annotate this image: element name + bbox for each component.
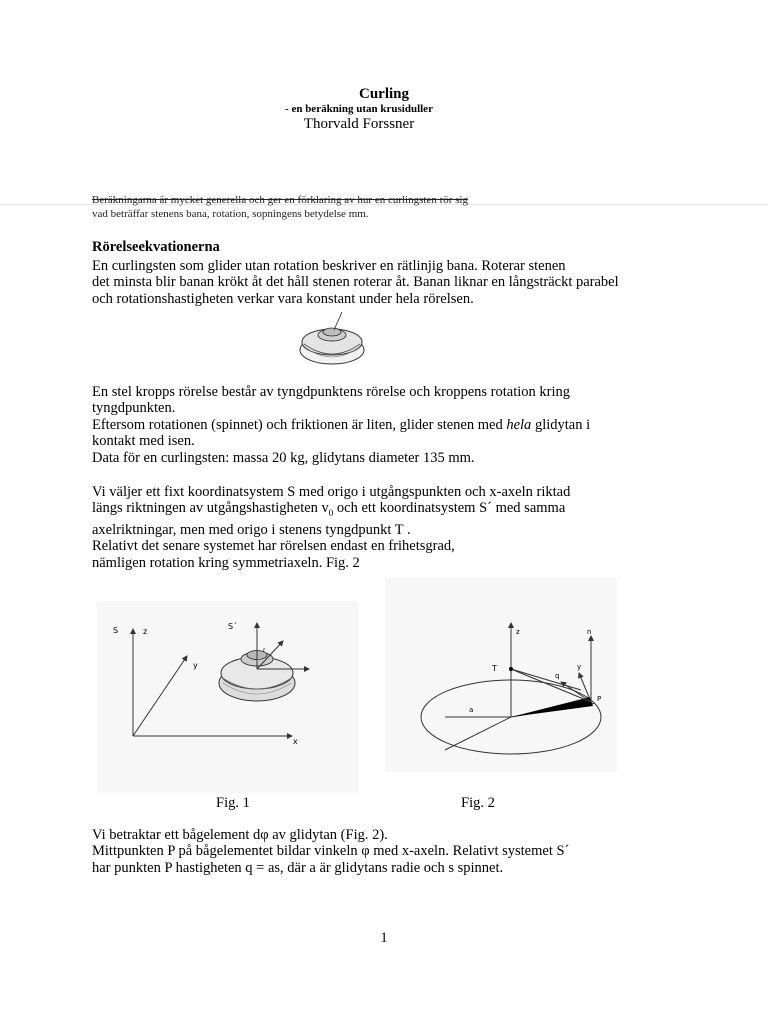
figure-2-caption: Fig. 2	[461, 795, 495, 811]
fig2-label-z: z	[516, 628, 520, 636]
figure-2-stone-geometry	[385, 578, 617, 772]
fig2-label-t: T	[492, 664, 497, 673]
fig1-label-s-prime: S´	[228, 622, 238, 631]
page-number: 1	[380, 930, 388, 946]
intro-line-1: Beräkningarna är mycket generella och ger en förklaring av hur en curlingsten rör sig	[92, 194, 468, 206]
fig2-label-p: P	[597, 695, 602, 703]
paragraph-3-line-2	[92, 500, 692, 521]
figure-1-coordinate-systems	[97, 601, 358, 793]
fig2-label-n: n	[587, 628, 592, 636]
fig1-label-y: y	[193, 661, 198, 670]
intro-line-2: vad beträffar stenens bana, rotation, sopningens betydelse mm.	[92, 208, 369, 220]
fig1-label-r: r	[263, 647, 266, 654]
curling-stone-illustration	[296, 308, 368, 370]
paragraph-3-line-3: axelriktningar, men med origo i stenens tyngdpunkt T .	[92, 521, 411, 538]
paragraph-4	[92, 827, 692, 876]
paragraph-3-text-a: längs riktningen av utgångshastigheten v	[92, 500, 329, 517]
fig2-label-y: y	[577, 663, 582, 671]
document-author: Thorvald Forssner	[303, 116, 415, 132]
paragraph-1-line-3: och rotationshastigheten verkar vara konstant under hela rörelsen.	[92, 290, 474, 307]
fig1-label-z: z	[143, 627, 148, 636]
paragraph-4-line-3: har punkten P hastigheten q = as, där a är glidytans radie och s spinnet.	[92, 859, 504, 876]
figure-1-caption: Fig. 1	[216, 795, 250, 811]
paragraph-2-line-5: Data för en curlingsten: massa 20 kg, glidytans diameter 135 mm.	[92, 449, 475, 466]
paragraph-1	[92, 258, 692, 307]
fig2-label-a: a	[469, 706, 474, 714]
paragraph-2-line-4: kontakt med isen.	[92, 433, 195, 450]
paragraph-4-line-2: Mittpunkten P på bågelementet bildar vinkeln φ med x-axeln. Relativt systemet S´	[92, 843, 570, 860]
paragraph-2-line-2: tyngdpunkten.	[92, 400, 176, 417]
paragraph-1-line-1: En curlingsten som glider utan rotation beskriver en rätlinjig bana. Roterar stenen	[92, 258, 566, 274]
paragraph-3	[92, 484, 692, 571]
paragraph-2-text-a: Eftersom rotationen (spinnet) och friktionen är liten, glider stenen med	[92, 416, 503, 433]
document-subtitle: - en beräkning utan krusiduller	[285, 103, 433, 115]
paragraph-3-text-b: och ett koordinatsystem S´ med samma	[333, 500, 566, 517]
paragraph-2-text-b: glidytan i	[534, 416, 591, 433]
paragraph-4-line-1: Vi betraktar ett bågelement dφ av glidytan (Fig. 2).	[92, 827, 388, 843]
document-title: Curling	[358, 86, 409, 102]
paragraph-2-line-1: En stel kropps rörelse består av tyngdpunktens rörelse och kroppens rotation kring	[92, 384, 570, 400]
fig1-label-s: S	[113, 626, 119, 635]
emphasis-hela: hela	[506, 416, 532, 433]
paragraph-3-line-5: nämligen rotation kring symmetriaxeln. Fig. 2	[92, 554, 360, 571]
paragraph-2-line-3	[92, 417, 692, 433]
paragraph-2	[92, 384, 692, 466]
paragraph-3-line-1: Vi väljer ett fixt koordinatsystem S med origo i utgångspunkten och x-axeln riktad	[92, 484, 571, 500]
fig1-label-x: x	[293, 737, 298, 746]
subscript-zero: 0	[328, 508, 334, 519]
section-heading: Rörelseekvationerna	[92, 239, 220, 255]
paragraph-3-line-4: Relativt det senare systemet har rörelsen endast en frihetsgrad,	[92, 538, 455, 555]
fig2-label-q: q	[555, 672, 560, 680]
paragraph-1-line-2: det minsta blir banan krökt åt det håll stenen roterar åt. Banan liknar en långsträckt parabel	[92, 274, 619, 291]
